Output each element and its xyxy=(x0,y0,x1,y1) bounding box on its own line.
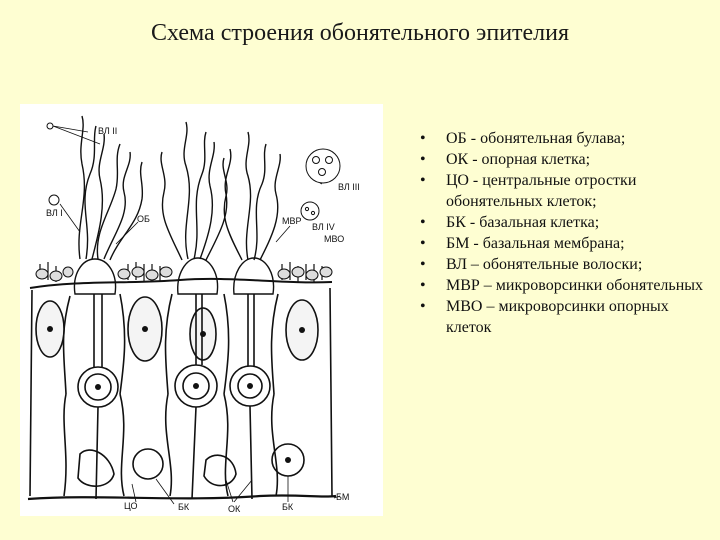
label-mvr: МВР xyxy=(282,216,302,226)
legend-item-ok: • ОК - опорная клетка; xyxy=(414,149,714,170)
basal-cells xyxy=(78,444,304,486)
label-vl2: ВЛ II xyxy=(98,126,118,136)
epithelium-diagram xyxy=(20,104,383,516)
olfactory-hairs xyxy=(79,116,280,260)
olfactory-cell-bodies xyxy=(78,294,270,499)
label-vl1: ВЛ I xyxy=(46,208,63,218)
epithelium-drawing xyxy=(20,104,383,516)
legend-item-co: • ЦО - центральные отростки обонятельных клеток; xyxy=(414,170,714,212)
olfactory-clubs xyxy=(74,258,273,294)
label-bm: БМ xyxy=(336,492,350,502)
legend-item-vl: • ВЛ – обонятельные волоски; xyxy=(414,254,714,275)
basement-membrane xyxy=(28,495,336,499)
legend-item-ob: • ОБ - обонятельная булава; xyxy=(414,128,714,149)
slide-title: Схема строения обонятельного эпителия xyxy=(150,20,570,46)
legend-list xyxy=(414,128,714,338)
label-vl3: ВЛ III xyxy=(338,182,360,192)
label-bk-left: БК xyxy=(178,502,190,512)
legend-item-bk: • БК - базальная клетка; xyxy=(414,212,714,233)
legend-item-mvr: • МВР – микроворсинки обонятельных xyxy=(414,275,714,296)
label-ob: ОБ xyxy=(137,214,150,224)
legend-item-bm: • БМ - базальная мембрана; xyxy=(414,233,714,254)
label-bk-right: БК xyxy=(282,502,294,512)
label-ok: ОК xyxy=(228,504,241,514)
label-vl4: ВЛ IV xyxy=(312,222,335,232)
label-mvo: МВО xyxy=(324,234,345,244)
label-co: ЦО xyxy=(124,501,138,511)
legend-item-mvo: • МВО – микроворсинки опорных клеток xyxy=(414,296,714,338)
